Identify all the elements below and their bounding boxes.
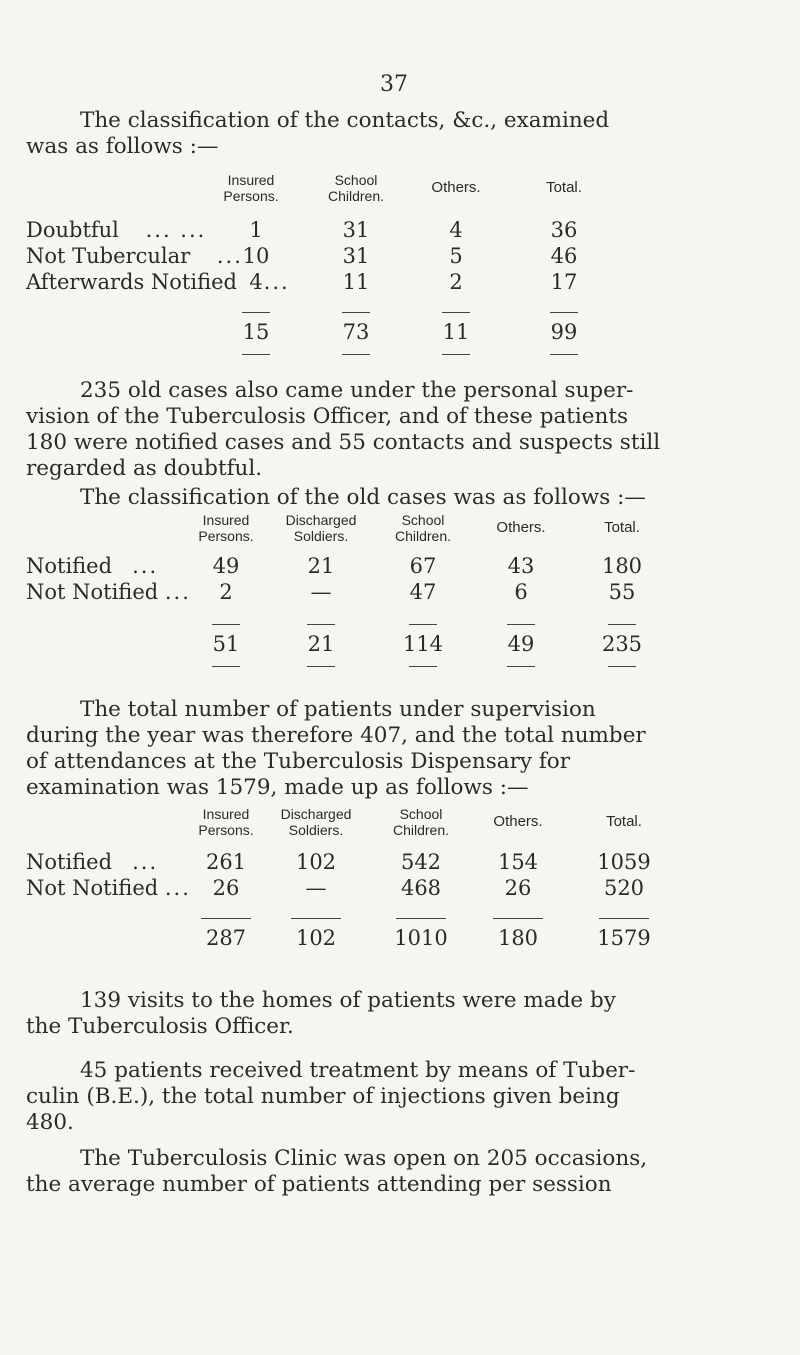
table-cell: 11 (342, 270, 370, 294)
header-others: Others. (431, 179, 481, 196)
leader-dots: ... (263, 270, 290, 294)
total-cell: 99 (550, 320, 578, 344)
intro-line-1: The classification of the contacts, &c., examined (80, 108, 610, 133)
rule-line (493, 918, 543, 919)
table-cell: 31 (342, 244, 370, 268)
table-cell: 2 (219, 580, 233, 604)
table-cell: 4 (449, 218, 463, 242)
table-cell: 36 (550, 218, 578, 242)
total-cell: 287 (205, 926, 247, 950)
table-cell: 1 (249, 218, 263, 242)
table-row (26, 244, 756, 270)
header-others: Others. (496, 519, 546, 536)
rule-line (442, 312, 470, 313)
intro-line-2: was as follows :— (26, 134, 219, 159)
table-cell: — (305, 876, 327, 900)
header-discharged-soldiers: Discharged Soldiers. (285, 512, 357, 544)
total-cell: 21 (307, 632, 335, 656)
rule-line (212, 666, 240, 667)
table-cell: 102 (295, 850, 337, 874)
header-school-children: School Children. (327, 172, 385, 204)
old-classification-paragraph: The classification of the old cases was as follows :— (80, 485, 646, 510)
table-cell: 43 (507, 554, 535, 578)
header-discharged-soldiers: Discharged Soldiers. (280, 806, 352, 838)
header-total: Total. (606, 813, 642, 830)
totals-row (26, 320, 756, 346)
table-cell: 468 (400, 876, 442, 900)
table-cell: 261 (205, 850, 247, 874)
rule-line (409, 624, 437, 625)
header-school-children: School Children. (394, 512, 452, 544)
table-cell: 6 (514, 580, 528, 604)
total-cell: 49 (507, 632, 535, 656)
row-label: Not Notified (26, 876, 159, 900)
rule-line (608, 624, 636, 625)
rule-line (201, 918, 251, 919)
header-school-children: School Children. (392, 806, 450, 838)
old-cases-paragraph: 235 old cases also came under the personal super- vision of the Tuberculosis Officer, and of these patients 180 were notified cases and 55 contacts and suspects still regarded as doubtful. (26, 378, 661, 481)
total-cell: 114 (402, 632, 444, 656)
table-cell: 5 (449, 244, 463, 268)
leader-dots: ... (132, 850, 159, 874)
total-cell: 102 (295, 926, 337, 950)
table-row (26, 554, 756, 580)
total-cell: 1579 (597, 926, 651, 950)
header-total: Total. (604, 519, 640, 536)
total-cell: 235 (601, 632, 643, 656)
table-cell: — (310, 580, 332, 604)
page-number: 37 (380, 72, 408, 97)
total-patients-paragraph: The total number of patients under supervision during the year was therefore 407, and the total number of attendances at the Tuberculosis Dispensary for examination was 1579, made up as follows :— (26, 697, 646, 800)
table-cell: 1059 (597, 850, 651, 874)
clinic-paragraph: The Tuberculosis Clinic was open on 205 occasions, the average number of patients attending per session (26, 1146, 648, 1197)
table-cell: 26 (504, 876, 532, 900)
visits-paragraph: 139 visits to the homes of patients were made by the Tuberculosis Officer. (26, 988, 616, 1039)
table-cell: 542 (400, 850, 442, 874)
table-row (26, 580, 756, 606)
rule-line (608, 666, 636, 667)
row-label: Notified (26, 850, 113, 874)
total-cell: 180 (497, 926, 539, 950)
table-cell: 49 (212, 554, 240, 578)
total-cell: 73 (342, 320, 370, 344)
leader-dots: ... (216, 244, 243, 268)
table-cell: 17 (550, 270, 578, 294)
total-cell: 15 (242, 320, 270, 344)
rule-line (307, 666, 335, 667)
rule-line (550, 354, 578, 355)
rule-line (409, 666, 437, 667)
intro-paragraph (26, 108, 746, 160)
total-cell: 1010 (394, 926, 448, 950)
table-cell: 67 (409, 554, 437, 578)
rule-line (291, 918, 341, 919)
rule-line (507, 624, 535, 625)
table-cell: 10 (242, 244, 270, 268)
rule-line (242, 312, 270, 313)
totals-row (26, 632, 756, 658)
row-label: Not Tubercular (26, 244, 191, 268)
leader-dots: ... (164, 876, 191, 900)
total-cell: 11 (442, 320, 470, 344)
table-cell: 2 (449, 270, 463, 294)
table-row (26, 270, 756, 296)
table-row (26, 850, 756, 876)
table-cell: 520 (603, 876, 645, 900)
rule-line (550, 312, 578, 313)
table-cell: 31 (342, 218, 370, 242)
tuberculin-paragraph: 45 patients received treatment by means of Tuber- culin (B.E.), the total number of injections given being 480. (26, 1058, 636, 1135)
row-label: Doubtful (26, 218, 119, 242)
table-cell: 154 (497, 850, 539, 874)
rule-line (342, 312, 370, 313)
leader-dots: ... (164, 580, 191, 604)
total-cell: 51 (212, 632, 240, 656)
rule-line (396, 918, 446, 919)
rule-line (212, 624, 240, 625)
leader-dots: ... (132, 554, 159, 578)
table-cell: 180 (601, 554, 643, 578)
table-cell: 46 (550, 244, 578, 268)
rule-line (599, 918, 649, 919)
leader-dots: ... ... (145, 218, 207, 242)
rule-line (442, 354, 470, 355)
rule-line (307, 624, 335, 625)
rule-line (242, 354, 270, 355)
rule-line (507, 666, 535, 667)
rule-line (342, 354, 370, 355)
header-insured-persons: Insured Persons. (223, 172, 279, 204)
table-cell: 4 (249, 270, 263, 294)
totals-row (26, 926, 756, 952)
header-insured-persons: Insured Persons. (198, 806, 254, 838)
table-cell: 47 (409, 580, 437, 604)
header-others: Others. (493, 813, 543, 830)
header-total: Total. (546, 179, 582, 196)
table-cell: 26 (212, 876, 240, 900)
row-label: Notified (26, 554, 113, 578)
table-row (26, 218, 756, 244)
table-cell: 55 (608, 580, 636, 604)
header-insured-persons: Insured Persons. (198, 512, 254, 544)
row-label: Not Notified (26, 580, 159, 604)
table-row (26, 876, 756, 902)
row-label: Afterwards Notified (26, 270, 237, 294)
table-cell: 21 (307, 554, 335, 578)
